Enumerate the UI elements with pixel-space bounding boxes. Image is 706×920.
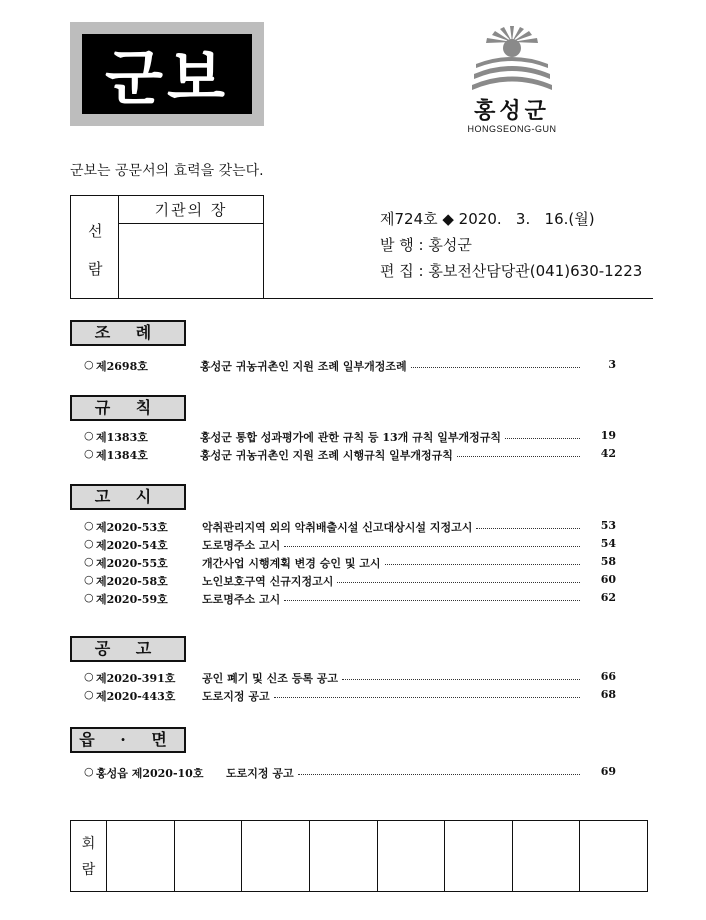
entry-number: 제2020-58호 [96, 575, 168, 588]
toc-entry[interactable] [84, 358, 616, 376]
bullet-icon: ○ [84, 765, 94, 778]
review-cell[interactable] [378, 821, 446, 891]
bullet-icon: ○ [84, 519, 94, 532]
issue-line: 제724호 ◆ 2020. 3. 16.(월) [380, 210, 595, 228]
section-ordinance: 조 례 [70, 320, 186, 346]
entry-title: 도로명주소 고시 [202, 539, 281, 552]
entry-title: 개간사업 시행계획 변경 승인 및 고시 [202, 557, 381, 570]
section-announcements: 공 고 [70, 636, 186, 662]
leader-dots [337, 582, 580, 583]
editor-line: 편 집 : 홍보전산담당관(041)630-1223 [380, 262, 643, 280]
gazette-title-block [70, 22, 264, 126]
circulation-label [71, 196, 119, 298]
entry-number: 제2020-55호 [96, 557, 168, 570]
toc-entry[interactable] [84, 537, 616, 555]
review-label-char: 회 [81, 836, 96, 852]
review-cell[interactable] [513, 821, 581, 891]
entry-title: 홍성군 귀농귀촌인 지원 조례 시행규칙 일부개정규칙 [200, 449, 453, 462]
entry-page: 3 [608, 358, 616, 371]
entry-page: 66 [600, 670, 616, 683]
review-cell[interactable] [445, 821, 513, 891]
leader-dots [298, 774, 580, 775]
entry-page: 69 [600, 765, 616, 778]
leader-dots [457, 456, 580, 457]
entry-number: 제2698호 [96, 360, 148, 373]
bullet-icon: ○ [84, 591, 94, 604]
section-town: 읍 · 면 [70, 727, 186, 753]
leader-dots [476, 528, 580, 529]
entry-number: 제1384호 [96, 449, 148, 462]
hongseong-logo [462, 24, 572, 136]
entry-title: 홍성군 통합 성과평가에 관한 규칙 등 13개 규칙 일부개정규칙 [200, 431, 501, 444]
entry-page: 60 [600, 573, 616, 586]
entry-title: 노인보호구역 신규지정고시 [202, 575, 334, 588]
bullet-icon: ○ [84, 573, 94, 586]
leader-dots [385, 564, 580, 565]
bullet-icon: ○ [84, 688, 94, 701]
sun-emblem-icon [470, 24, 554, 90]
toc-entry[interactable] [84, 688, 616, 706]
bullet-icon: ○ [84, 358, 94, 371]
bullet-icon: ○ [84, 670, 94, 683]
entry-number: 제1383호 [96, 431, 148, 444]
entry-number: 제2020-53호 [96, 521, 168, 534]
toc-entry[interactable] [84, 555, 616, 573]
entry-title: 도로지정 공고 [226, 767, 294, 780]
section-notices: 고 시 [70, 484, 186, 510]
leader-dots [274, 697, 580, 698]
entry-title: 악취관리지역 외의 악취배출시설 신고대상시설 지정고시 [202, 521, 473, 534]
circulation-box [70, 195, 264, 299]
leader-dots [505, 438, 580, 439]
entry-title: 홍성군 귀농귀촌인 지원 조례 일부개정조례 [200, 360, 407, 373]
publication-info [380, 206, 642, 284]
entry-page: 19 [600, 429, 616, 442]
toc-entry[interactable] [84, 429, 616, 447]
circulation-label-char: 람 [88, 260, 103, 278]
review-cell[interactable] [175, 821, 243, 891]
review-cell[interactable] [107, 821, 175, 891]
toc-entry[interactable] [84, 519, 616, 537]
leader-dots [411, 367, 580, 368]
publisher-line: 발 행 : 홍성군 [380, 236, 472, 254]
entry-title: 공인 폐기 및 신조 등록 공고 [202, 672, 339, 685]
entry-page: 54 [600, 537, 616, 550]
toc-entry[interactable] [84, 447, 616, 465]
entry-page: 62 [600, 591, 616, 604]
header-rule [264, 298, 653, 299]
logo-english-name: HONGSEONG-GUN [467, 124, 557, 134]
entry-page: 53 [600, 519, 616, 532]
review-table [70, 820, 648, 892]
review-label [71, 821, 107, 891]
entry-number: 제2020-443호 [96, 690, 176, 703]
toc-entry[interactable] [84, 765, 616, 783]
leader-dots [284, 600, 580, 601]
circulation-head: 기관의 장 [119, 196, 263, 224]
tagline: 군보는 공문서의 효력을 갖는다. [70, 163, 264, 179]
toc-entry[interactable] [84, 670, 616, 688]
review-cell[interactable] [580, 821, 647, 891]
review-cell[interactable] [310, 821, 378, 891]
entry-page: 68 [600, 688, 616, 701]
circulation-label-char: 선 [88, 222, 103, 240]
logo-name: 홍성군 [474, 98, 550, 124]
review-cell[interactable] [242, 821, 310, 891]
gazette-title: 군보 [82, 34, 252, 114]
entry-number: 제2020-54호 [96, 539, 168, 552]
toc-entry[interactable] [84, 591, 616, 609]
entry-number: 홍성읍 제2020-10호 [96, 767, 204, 780]
bullet-icon: ○ [84, 429, 94, 442]
entry-title: 도로지정 공고 [202, 690, 270, 703]
entry-number: 제2020-391호 [96, 672, 176, 685]
entry-number: 제2020-59호 [96, 593, 168, 606]
leader-dots [342, 679, 580, 680]
section-rules: 규 칙 [70, 395, 186, 421]
bullet-icon: ○ [84, 537, 94, 550]
entry-title: 도로명주소 고시 [202, 593, 281, 606]
entry-page: 42 [600, 447, 616, 460]
entry-page: 58 [600, 555, 616, 568]
review-label-char: 람 [81, 862, 96, 878]
leader-dots [284, 546, 580, 547]
toc-entry[interactable] [84, 573, 616, 591]
bullet-icon: ○ [84, 447, 94, 460]
bullet-icon: ○ [84, 555, 94, 568]
